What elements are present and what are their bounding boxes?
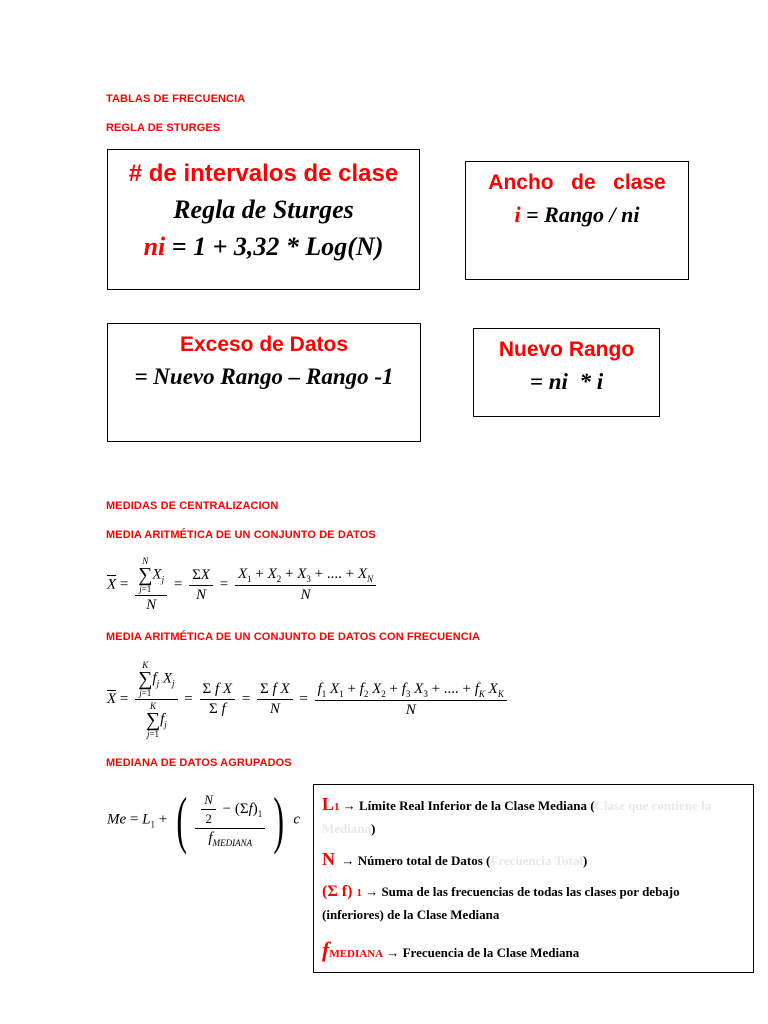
legend-sum-f bbox=[322, 883, 680, 901]
heading-medidas-centralizacion: MEDIDAS DE CENTRALIZACION bbox=[106, 500, 279, 512]
formula-media: $\overline{X}$ = N ∑ j=1 $X_j$ N = $\frac{\Sigma X}{N}$ = $\frac{X_1 + X_2 + X_3 + .... + X_N}{N}$ bbox=[107, 556, 379, 614]
legend-l1 bbox=[322, 793, 747, 840]
box-leyenda-mediana bbox=[313, 784, 754, 973]
legend-f-mediana-symbol: f bbox=[322, 937, 330, 962]
nuevo-rango-title: Nuevo Rango bbox=[498, 338, 635, 361]
heading-tablas-frecuencia: TABLAS DE FRECUENCIA bbox=[106, 93, 246, 105]
legend-l1-symbol: L bbox=[322, 794, 335, 814]
legend-n bbox=[322, 849, 587, 870]
formula-media-frecuencia: $\overline{X}$ = K ∑ j=1 $f_j$ $X_j$ K ∑ j=1 $f_j$ = $\frac{\text{Σ f X}}{\text{Σ f}}$ = $\frac{\text{Σ f X}}{N}$ = $\frac{f_1 X_1 + f_2 X_2 + f_3 X_3 + .... + f_K X_K}{N}$ bbox=[107, 660, 510, 739]
sturges-formula bbox=[108, 232, 419, 262]
ancho-title: Ancho de clase bbox=[488, 171, 666, 194]
sturges-formula-rest: = 1 + 3,32 * Log(N) bbox=[165, 232, 384, 261]
heading-mediana: MEDIANA DE DATOS AGRUPADOS bbox=[106, 757, 292, 769]
intervalos-title: # de intervalos de clase bbox=[128, 160, 399, 187]
legend-sum-f-symbol: (Σ f) bbox=[322, 883, 353, 900]
sturges-formula-var: ni bbox=[143, 232, 166, 261]
heading-media-frecuencia: MEDIA ARITMÉTICA DE UN CONJUNTO DE DATOS CON FRECUENCIA bbox=[106, 631, 481, 643]
ancho-formula-rest: = Rango / ni bbox=[520, 202, 640, 227]
exceso-formula: = Nuevo Rango – Rango -1 bbox=[134, 364, 394, 389]
legend-f-mediana-text: → Frecuencia de la Clase Mediana bbox=[383, 945, 580, 960]
box-intervalos-clase bbox=[107, 149, 420, 290]
nuevo-rango-formula: = ni * i bbox=[529, 369, 604, 394]
legend-l1-sub: 1 bbox=[334, 801, 340, 813]
intervalos-subtitle: Regla de Sturges bbox=[173, 195, 354, 224]
box-ancho-clase bbox=[465, 161, 689, 280]
legend-n-close: ) bbox=[582, 853, 588, 868]
legend-sum-f-sub: 1 bbox=[356, 887, 362, 899]
legend-f-mediana bbox=[322, 937, 579, 963]
legend-n-text: → Número total de Datos ( bbox=[335, 853, 491, 868]
heading-regla-sturges: REGLA DE STURGES bbox=[106, 122, 221, 134]
ancho-formula bbox=[466, 202, 688, 228]
legend-n-hidden: Frecuencia Total bbox=[490, 853, 583, 868]
ancho-formula-var: i bbox=[514, 202, 521, 227]
box-exceso-datos bbox=[107, 323, 421, 442]
legend-l1-close: ) bbox=[371, 821, 376, 836]
legend-n-symbol: N bbox=[322, 849, 335, 869]
heading-media-aritmetica: MEDIA ARITMÉTICA DE UN CONJUNTO DE DATOS bbox=[106, 529, 376, 541]
box-nuevo-rango bbox=[473, 328, 660, 417]
exceso-title: Exceso de Datos bbox=[179, 333, 349, 356]
legend-l1-text: → Límite Real Inferior de la Clase Mediana ( bbox=[339, 798, 595, 813]
legend-l1-hidden: Clase que contiene la Mediana bbox=[322, 798, 712, 836]
legend-f-mediana-sub: MEDIANA bbox=[329, 948, 384, 960]
legend-sum-f-text: → Suma de las frecuencias de todas las clases por debajo bbox=[361, 884, 680, 899]
legend-sum-f-line2: (inferiores) de la Clase Mediana bbox=[322, 907, 500, 922]
formula-mediana: $Me = L_1$ + ( $\frac{N}{2}$ − $(\Sigma f)_1$ $f_{MEDIANA}$ ) c bbox=[107, 784, 301, 855]
